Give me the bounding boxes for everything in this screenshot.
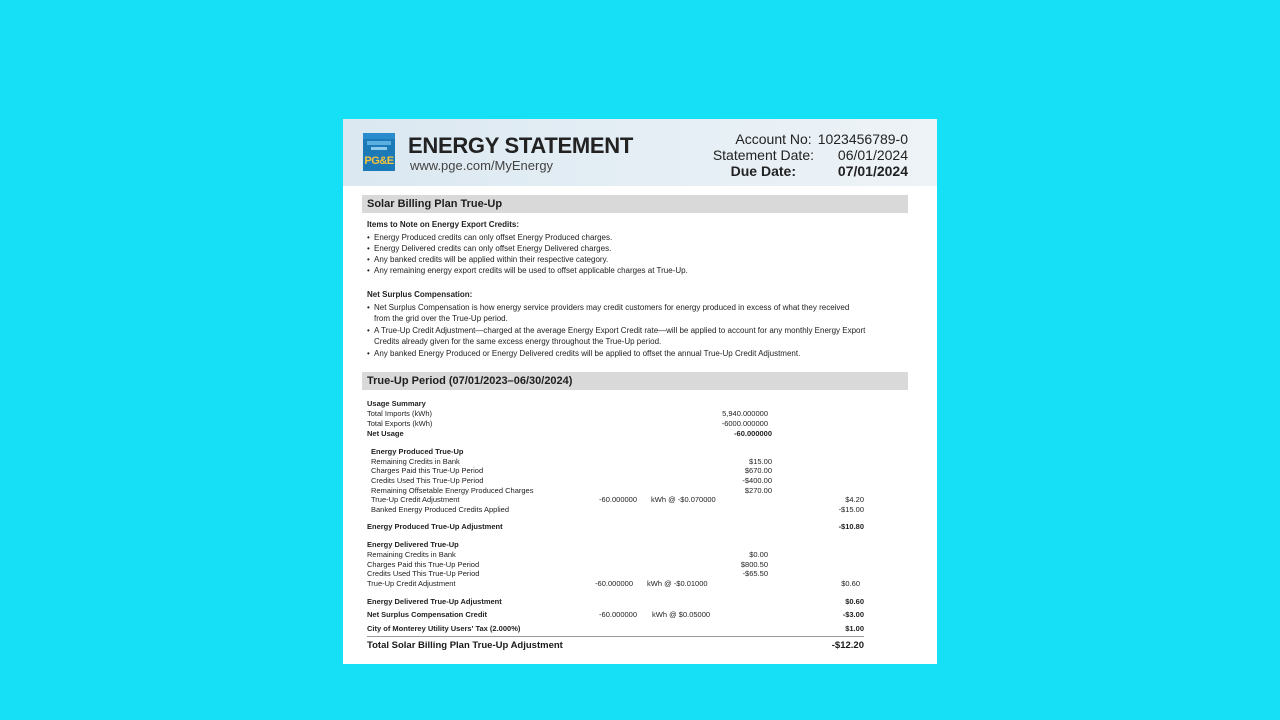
delivered-row-value: $800.50 (740, 560, 768, 569)
delivered-total-amount: $0.60 (845, 597, 864, 606)
net-usage-label: Net Usage (367, 429, 404, 438)
net-surplus-title: Net Surplus Compensation: (367, 290, 473, 299)
produced-row-label: Remaining Offsetable Energy Produced Charges (371, 486, 534, 495)
produced-row-value: $270.00 (744, 486, 772, 495)
total-divider (367, 636, 864, 637)
grand-total-label: Total Solar Billing Plan True-Up Adjustment (367, 640, 563, 651)
note-item: • Energy Delivered credits can only offset Energy Delivered charges. (367, 243, 877, 254)
nsc-credit-qty: -60.000000 (599, 610, 637, 619)
due-date-value: 07/01/2024 (837, 163, 908, 179)
delivered-row-label: Charges Paid this True-Up Period (367, 560, 480, 569)
statement-date-label: Statement Date: (712, 147, 814, 163)
delivered-row-value: -$65.50 (742, 569, 768, 578)
net-usage-value: -60.000000 (734, 429, 772, 438)
note-item: • Any banked credits will be applied within their respective category. (367, 254, 877, 265)
delivered-adjustment-label: True-Up Credit Adjustment (367, 579, 456, 588)
produced-row-value: $670.00 (744, 466, 772, 475)
total-exports-value: -6000.000000 (721, 419, 768, 428)
total-imports-label: Total Imports (kWh) (367, 409, 433, 418)
nsc-credit-rate: kWh @ $0.05000 (652, 610, 711, 619)
due-date-label: Due Date: (730, 163, 796, 179)
produced-total-amount: -$10.80 (838, 522, 864, 531)
note-item: • Any banked Energy Produced or Energy Delivered credits will be applied to offset the annual True-Up Credit Adjustment. (367, 348, 867, 359)
account-info (708, 131, 908, 179)
banked-produced-label: Banked Energy Produced Credits Applied (371, 505, 510, 514)
account-number-row (708, 131, 908, 147)
note-item: • Any remaining energy export credits will be used to offset applicable charges at True-Up. (367, 265, 877, 276)
delivered-adjustment-amount: $0.60 (841, 579, 860, 588)
utility-tax-amount: $1.00 (845, 624, 864, 633)
export-credits-title: Items to Note on Energy Export Credits: (367, 220, 520, 229)
energy-delivered-title: Energy Delivered True-Up (367, 540, 459, 549)
logo-text: PG&E (364, 155, 394, 167)
statement-title: ENERGY STATEMENT (408, 133, 633, 158)
due-date-row (708, 163, 908, 179)
total-exports-label: Total Exports (kWh) (367, 419, 433, 428)
produced-adjustment-label: True-Up Credit Adjustment (371, 495, 460, 504)
energy-produced-title: Energy Produced True-Up (371, 447, 464, 456)
produced-row-value: -$400.00 (742, 476, 772, 485)
produced-row-value: $15.00 (749, 457, 772, 466)
note-item: • Energy Produced credits can only offset Energy Produced charges. (367, 232, 877, 243)
delivered-adjustment-qty: -60.000000 (595, 579, 633, 588)
produced-adjustment-rate: kWh @ -$0.070000 (651, 495, 716, 504)
banked-produced-amount: -$15.00 (838, 505, 864, 514)
pge-logo-icon (363, 133, 395, 171)
produced-adjustment-qty: -60.000000 (599, 495, 637, 504)
delivered-row-label: Remaining Credits in Bank (367, 550, 456, 559)
delivered-row-label: Credits Used This True-Up Period (367, 569, 480, 578)
produced-row-label: Credits Used This True-Up Period (371, 476, 484, 485)
statement-date-value: 06/01/2024 (837, 147, 908, 163)
produced-adjustment-amount: $4.20 (845, 495, 864, 504)
delivered-row-value: $0.00 (749, 550, 768, 559)
account-value: 1023456789-0 (817, 131, 908, 147)
total-imports-value: 5,940.000000 (722, 409, 768, 418)
true-up-period-header: True-Up Period (07/01/2023–06/30/2024) (362, 372, 908, 390)
utility-tax-label: City of Monterey Utility Users' Tax (2.000%) (367, 624, 521, 633)
note-item: • Net Surplus Compensation is how energy service providers may credit customers for energy produced in excess of what they received from the grid over the True-Up period. (367, 302, 867, 324)
nsc-credit-amount: -$3.00 (842, 610, 864, 619)
export-credits-notes (367, 219, 877, 276)
produced-row-label: Remaining Credits in Bank (371, 457, 460, 466)
produced-total-label: Energy Produced True-Up Adjustment (367, 522, 503, 531)
grand-total-amount: -$12.20 (831, 640, 864, 651)
nsc-credit-label: Net Surplus Compensation Credit (367, 610, 488, 619)
usage-summary-title: Usage Summary (367, 399, 426, 408)
statement-header (343, 119, 937, 186)
produced-row-label: Charges Paid this True-Up Period (371, 466, 484, 475)
solar-billing-section-header: Solar Billing Plan True-Up (362, 195, 908, 213)
account-label: Account No: (735, 131, 812, 147)
statement-date-row (708, 147, 908, 163)
website-url: www.pge.com/MyEnergy (410, 158, 554, 173)
note-item: • A True-Up Credit Adjustment—charged at the average Energy Export Credit rate—will be applied to account for any monthly Energy Export Credits already given for the same excess energy throughout the True-Up period. (367, 325, 867, 347)
net-surplus-notes (367, 289, 867, 359)
delivered-total-label: Energy Delivered True-Up Adjustment (367, 597, 502, 606)
energy-statement-document (343, 119, 937, 664)
delivered-adjustment-rate: kWh @ -$0.01000 (647, 579, 708, 588)
